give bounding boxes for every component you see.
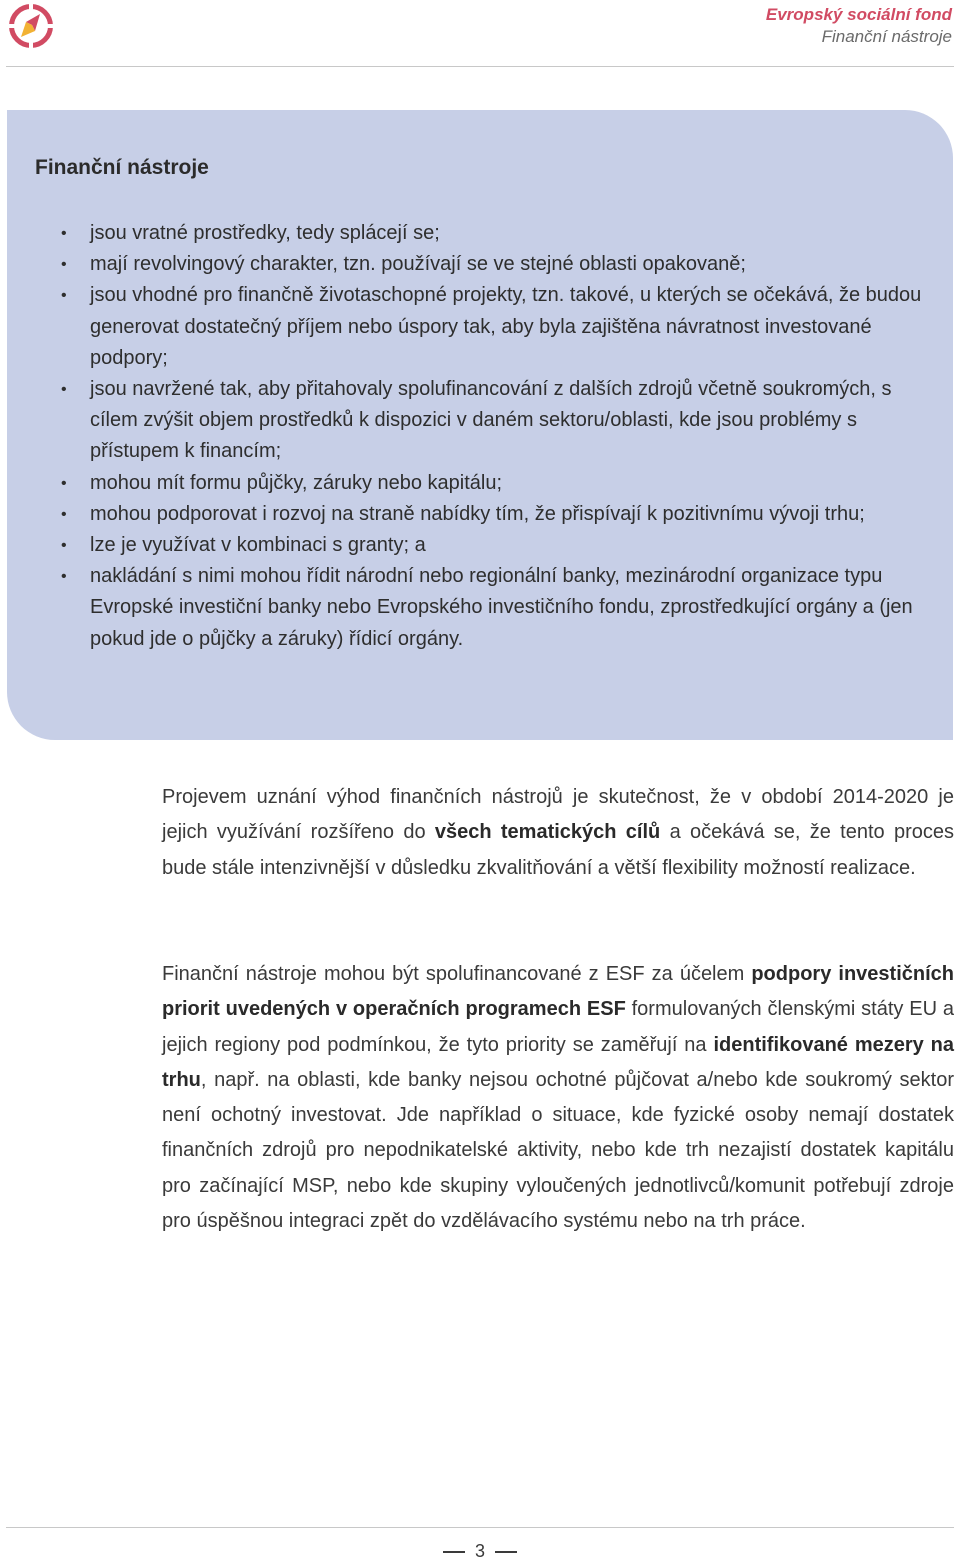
list-item: [7, 530, 927, 561]
header-subtitle: Finanční nástroje: [821, 27, 952, 46]
bullet-icon: •: [61, 474, 67, 492]
page-number: [0, 1541, 960, 1562]
list-item-text: jsou navržené tak, aby přitahovaly spolufinancování z dalších zdrojů včetně soukromých, s cílem zvýšit objem prostředků k dispozici v daném sektoru/oblasti, kde jsou problémy s přístupem k financím;: [90, 378, 892, 463]
bullet-icon: •: [61, 287, 67, 305]
paragraph-text: a očekává se, že tento proces bude stále intenzivnější v důsledku zkvalitňování a větší flexibility možností realizace.: [162, 821, 954, 879]
list-item-text: lze je využívat v kombinaci s granty; a: [90, 534, 426, 557]
esf-compass-logo-icon: [8, 3, 54, 49]
list-item-text: jsou vhodné pro finančně životaschopné projekty, tzn. takové, u kterých se očekává, že budou generovat dostatečný příjem nebo úspory tak, aby byla zajištěna návratnost investované podpory;: [90, 284, 922, 369]
list-item: [7, 218, 927, 249]
list-item-text: nakládání s nimi mohou řídit národní nebo regionální banky, mezinárodní organizace typu Evropské investiční banky nebo Evropského investičního fondu, zprostředkující orgány a (jen pokud jde o půjčky a záruky) řídicí orgány.: [90, 565, 913, 650]
box-title: Finanční nástroje: [35, 156, 209, 179]
dash-icon: [495, 1551, 517, 1553]
bullet-icon: •: [61, 256, 67, 274]
paragraph-text: Projevem uznání výhod finančních nástrojů je skutečnost, že v období 2014-2020 je jejich využívání rozšířeno do: [162, 786, 954, 844]
highlight-box: [7, 110, 953, 740]
bullet-icon: •: [61, 225, 67, 242]
list-item-text: mohou mít formu půjčky, záruky nebo kapitálu;: [90, 471, 503, 494]
paragraph-esf: [162, 957, 954, 1239]
bullet-icon: •: [61, 381, 67, 399]
emphasis-text: identifikované mezery na trhu: [162, 1033, 954, 1091]
list-item: [7, 249, 927, 280]
footer-divider: [6, 1527, 954, 1528]
page-number-text: 3: [474, 1541, 485, 1561]
header-title: Evropský sociální fond: [765, 5, 952, 24]
bullet-icon: •: [61, 537, 67, 555]
list-item: [7, 561, 927, 655]
list-item-text: mají revolvingový charakter, tzn. používají se ve stejné oblasti opakovaně;: [90, 253, 746, 276]
paragraph-intro: [162, 780, 954, 886]
feature-list: [7, 218, 927, 655]
emphasis-text: podpory investičních priorit uvedených v operačních programech ESF: [162, 963, 954, 1021]
running-header: [766, 4, 952, 48]
list-item: [7, 499, 927, 530]
paragraph-text: Finanční nástroje mohou být spolufinancované z ESF za účelem: [162, 963, 752, 985]
paragraph-text: , např. na oblasti, kde banky nejsou ochotné půjčovat a/nebo kde soukromý sektor není ochotný investovat. Jde například o situace, kde fyzické osoby nemají dostatek finančních zdrojů pro nepodnikatelské aktivity, nebo kde trh nezajistí dostatek kapitálu pro začínající MSP, nebo kde skupiny vyloučených jednotlivců/komunit potřebují zdroje pro úspěšnou integraci zpět do vzdělávacího systému nebo na trh práce.: [162, 1068, 954, 1233]
bullet-icon: •: [61, 568, 67, 586]
list-item-text: mohou podporovat i rozvoj na straně nabídky tím, že přispívají k pozitivnímu vývoji trhu;: [90, 502, 865, 525]
list-item: [7, 374, 927, 468]
list-item: [7, 468, 927, 499]
dash-icon: [443, 1551, 465, 1553]
bullet-icon: •: [61, 505, 67, 523]
paragraph-text: formulovaných členskými státy EU a jejich regiony pod podmínkou, že tyto priority se zaměřují na: [162, 998, 954, 1056]
emphasis-text: všech tematických cílů: [434, 821, 661, 844]
list-item: [7, 280, 927, 374]
list-item-text: jsou vratné prostředky, tedy splácejí se;: [90, 222, 440, 244]
header-divider: [6, 66, 954, 67]
